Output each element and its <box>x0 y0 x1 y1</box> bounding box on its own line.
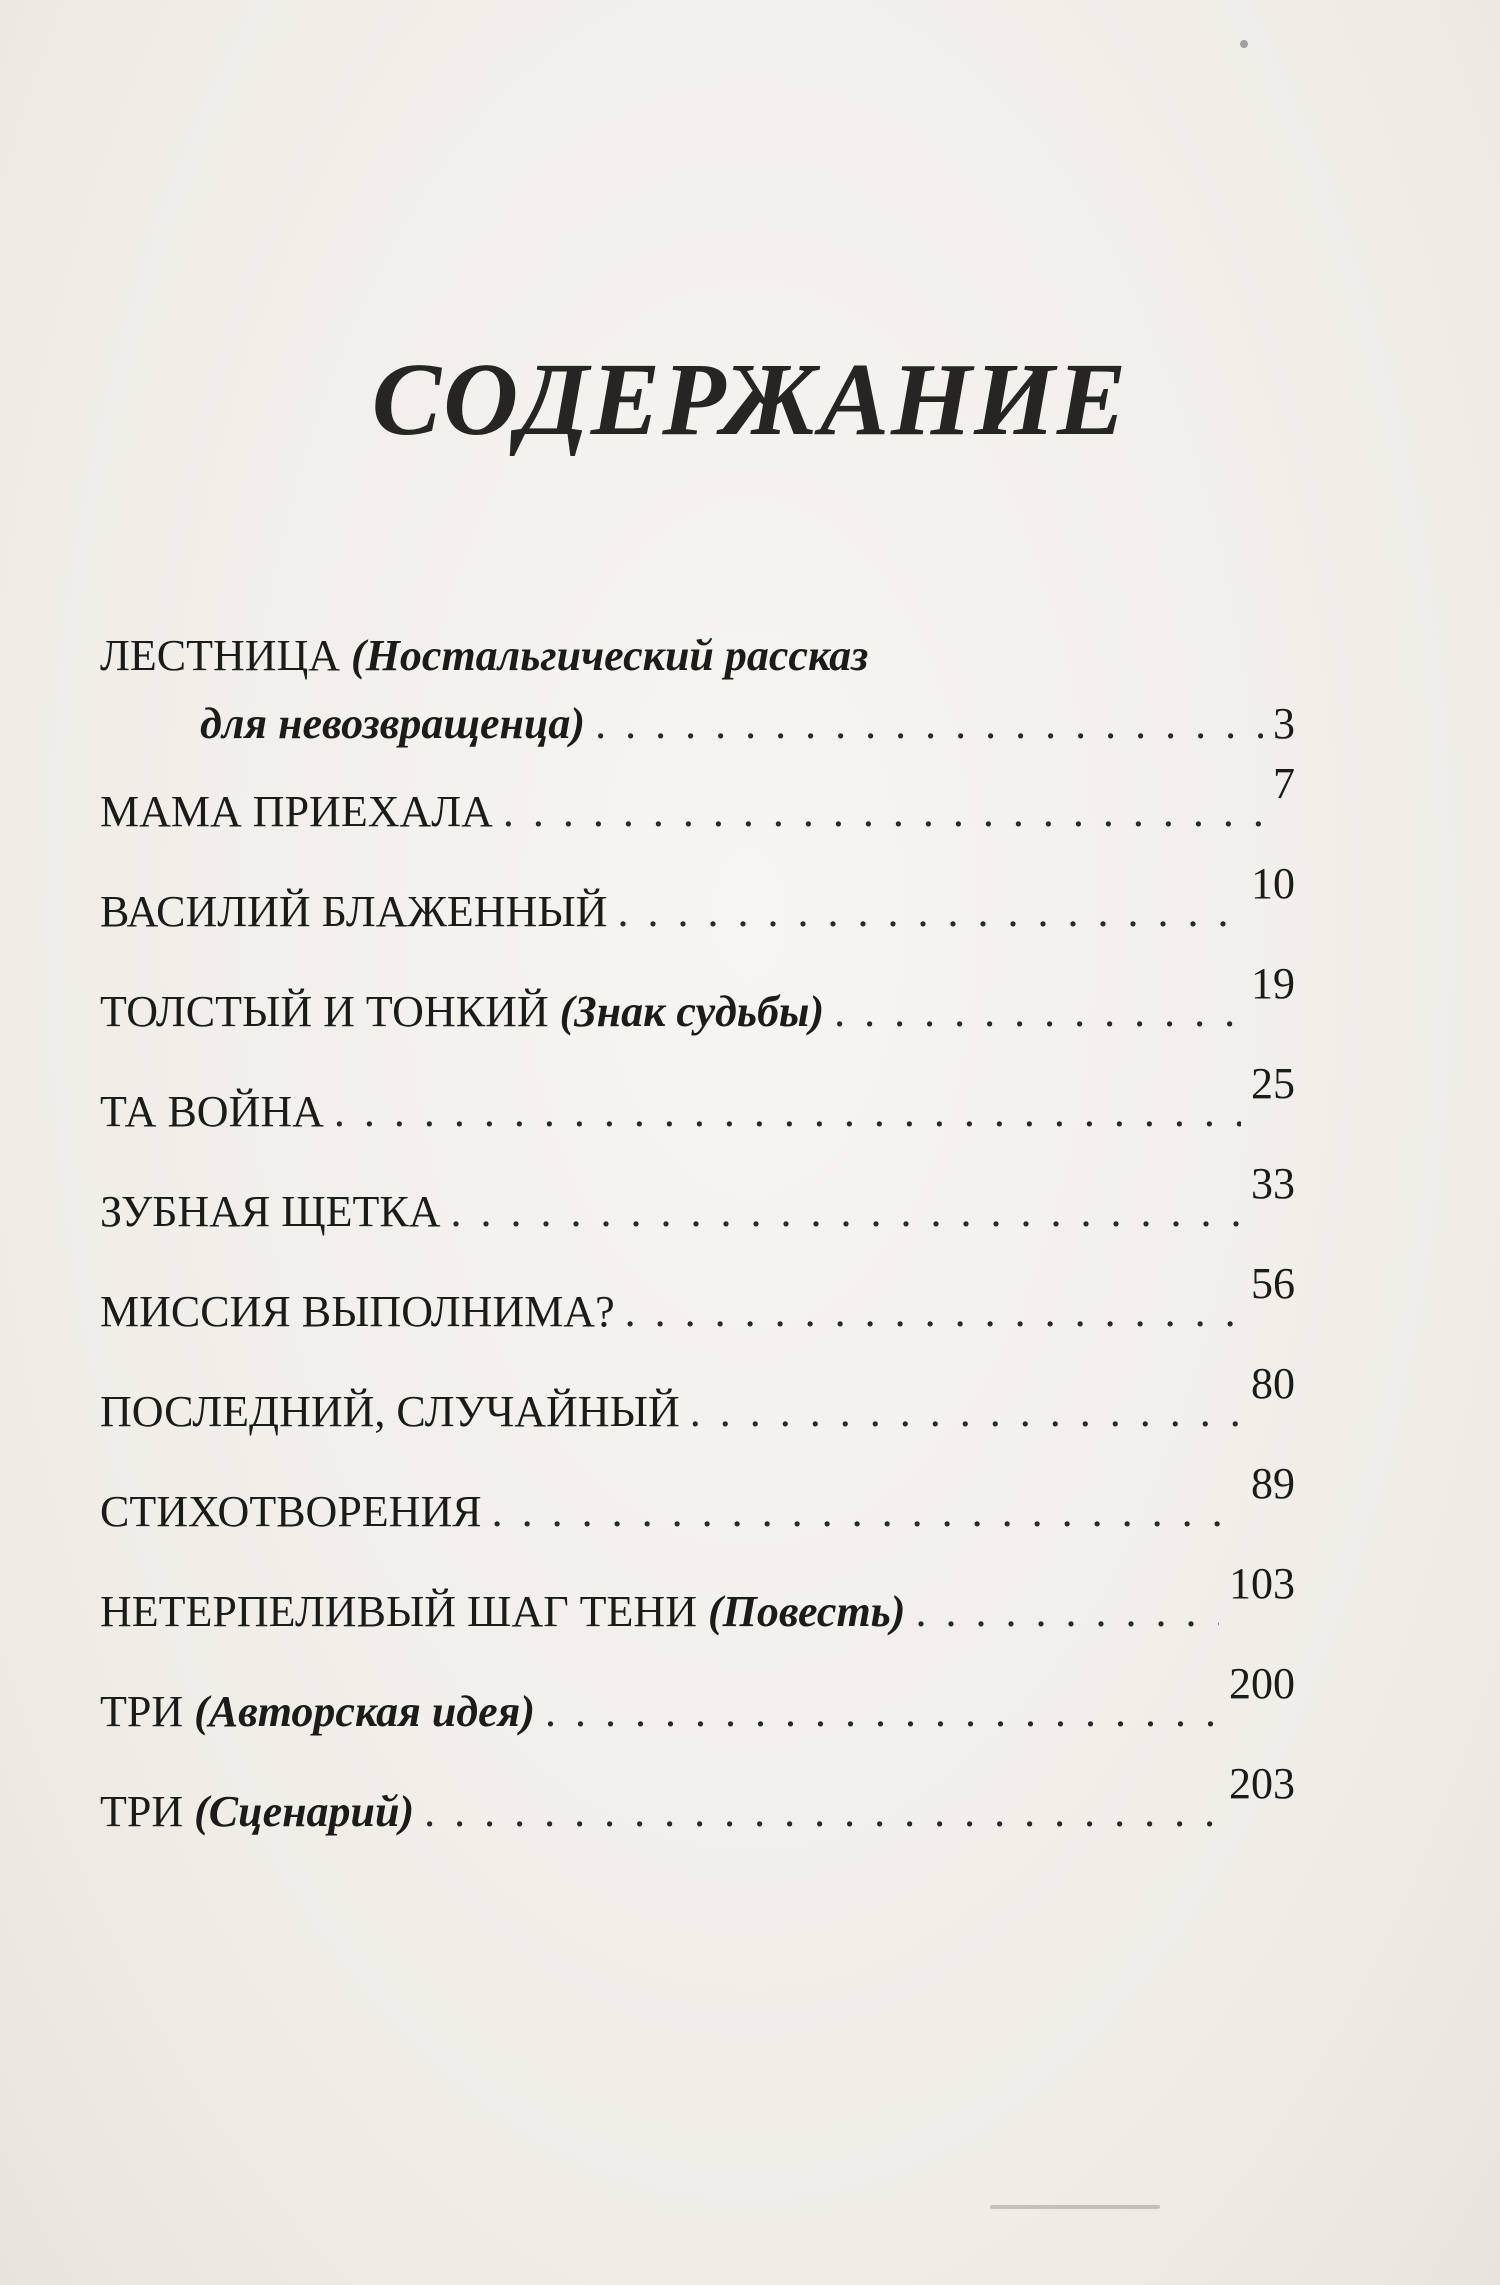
toc-entry[interactable] <box>100 850 1295 950</box>
toc-entry[interactable] <box>100 1550 1295 1650</box>
dot-leader <box>625 1286 1241 1338</box>
dot-leader <box>424 1786 1219 1838</box>
toc-entry[interactable] <box>100 1250 1295 1350</box>
toc-entry-title: ПОСЛЕДНИЙ, СЛУЧАЙНЫЙ <box>100 1387 680 1436</box>
toc-entry-title: ТРИ <box>100 1787 184 1836</box>
toc-entry[interactable] <box>100 1050 1295 1150</box>
dot-leader <box>690 1386 1241 1438</box>
toc-entry-subtitle: (Знак судьбы) <box>559 987 825 1036</box>
toc-entry-title: СТИХОТВОРЕНИЯ <box>100 1487 482 1536</box>
toc-entry-title: НЕТЕРПЕЛИВЫЙ ШАГ ТЕНИ <box>100 1587 697 1636</box>
toc-entry-title: ТОЛСТЫЙ И ТОНКИЙ <box>100 987 549 1036</box>
toc-entry-page: 25 <box>1251 1059 1295 1108</box>
dot-leader <box>834 986 1241 1038</box>
toc-entry-title: ТРИ <box>100 1687 184 1736</box>
table-of-contents <box>100 630 1295 1850</box>
toc-entry[interactable] <box>100 1650 1295 1750</box>
toc-entry[interactable] <box>100 1750 1295 1850</box>
dot-leader <box>451 1186 1241 1238</box>
toc-entry-subtitle: (Ностальгический рассказ <box>351 631 869 680</box>
toc-entry-title: ЗУБНАЯ ЩЕТКА <box>100 1187 441 1236</box>
toc-entry-title: ТА ВОЙНА <box>100 1087 324 1136</box>
toc-entry-page: 33 <box>1251 1159 1295 1208</box>
dot-leader <box>503 786 1263 838</box>
toc-entry-page: 89 <box>1251 1459 1295 1508</box>
toc-entry[interactable] <box>100 1150 1295 1250</box>
toc-entry-page: 203 <box>1229 1759 1295 1808</box>
dot-leader <box>334 1086 1241 1138</box>
toc-entry-title: ВАСИЛИЙ БЛАЖЕННЫЙ <box>100 887 608 936</box>
toc-entry-page: 103 <box>1229 1559 1295 1608</box>
toc-entry[interactable] <box>100 1450 1295 1550</box>
page-title: СОДЕРЖАНИЕ <box>371 342 1129 457</box>
toc-entry-page: 10 <box>1251 859 1295 908</box>
toc-entry-second-line <box>200 698 1295 750</box>
ink-speck <box>1240 40 1248 48</box>
toc-entry-subtitle-continued: для невозвращенца) <box>200 699 586 748</box>
toc-entry[interactable] <box>100 950 1295 1050</box>
toc-entry[interactable] <box>100 630 1295 750</box>
dot-leader <box>545 1686 1219 1738</box>
dot-leader <box>492 1486 1241 1538</box>
dot-leader <box>915 1586 1219 1638</box>
toc-entry-subtitle: (Сценарий) <box>194 1787 415 1836</box>
toc-entry-page: 3 <box>1273 699 1295 748</box>
dot-leader <box>617 886 1241 938</box>
toc-entry-page: 19 <box>1251 959 1295 1008</box>
toc-entry-subtitle: (Авторская идея) <box>194 1687 535 1736</box>
toc-entry-page: 200 <box>1229 1659 1295 1708</box>
dot-leader <box>595 698 1263 750</box>
toc-entry-page: 7 <box>1273 759 1295 808</box>
toc-entry-title: ЛЕСТНИЦА <box>100 631 341 680</box>
page-smudge <box>990 2205 1160 2209</box>
toc-entry-first-line <box>100 630 868 682</box>
toc-entry-subtitle: (Повесть) <box>707 1587 906 1636</box>
toc-entry-title: МАМА ПРИЕХАЛА <box>100 787 493 836</box>
toc-entry-page: 56 <box>1251 1259 1295 1308</box>
toc-entry-page: 80 <box>1251 1359 1295 1408</box>
toc-entry-title: МИССИЯ ВЫПОЛНИМА? <box>100 1287 615 1336</box>
toc-entry[interactable] <box>100 750 1295 850</box>
toc-entry[interactable] <box>100 1350 1295 1450</box>
